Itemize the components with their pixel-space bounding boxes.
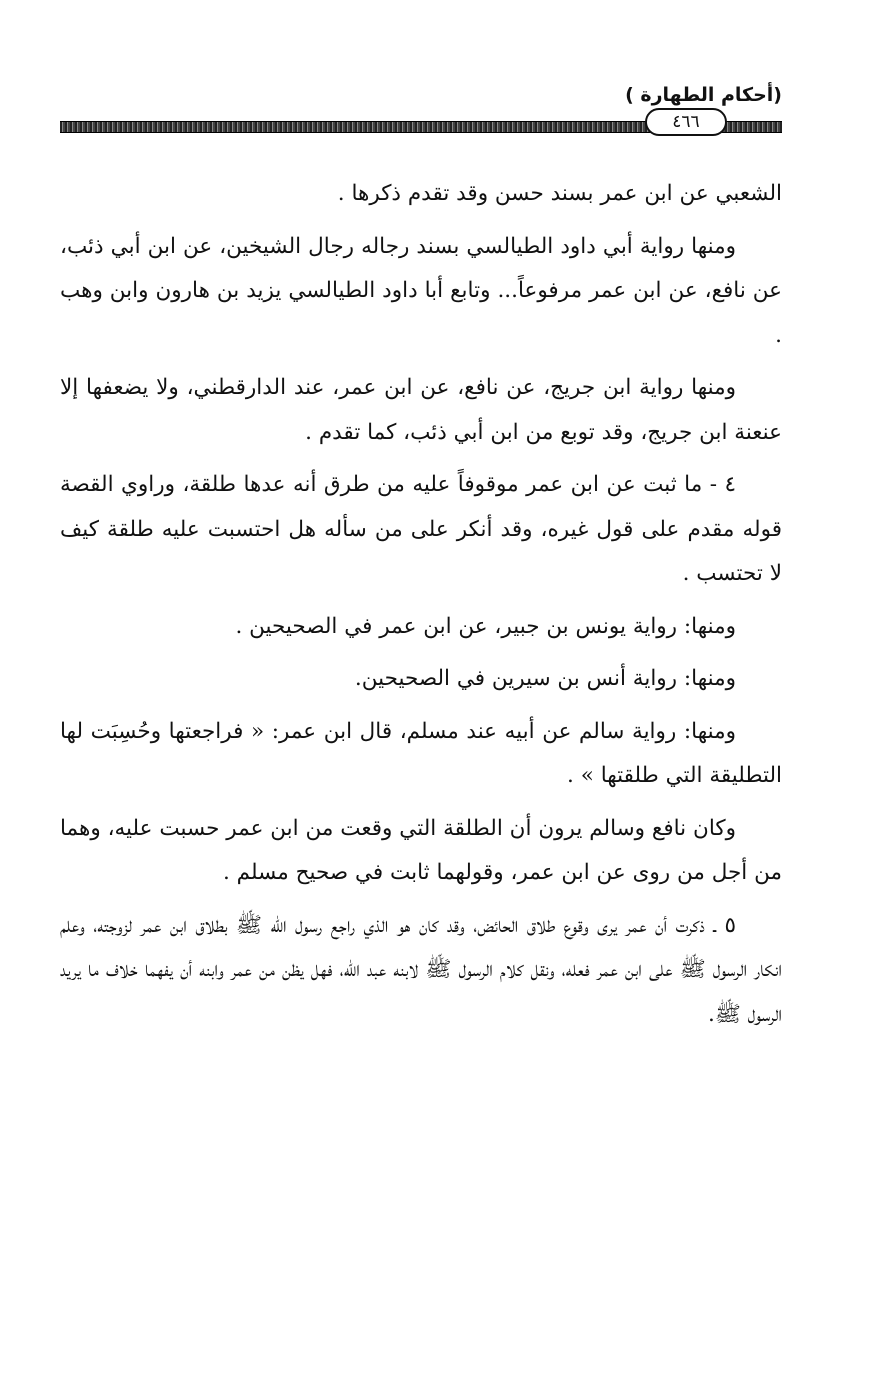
- paragraph: ومنها: رواية أنس بن سيرين في الصحيحين.: [354, 666, 736, 691]
- paragraph: ومنها: رواية سالم عن أبيه عند مسلم، قال ابن عمر: « فراجعتها وحُسِبَت لها التطليقة التي طلقتها » .: [60, 718, 782, 788]
- running-title: (أحكام الطهارة ): [625, 84, 782, 106]
- page-header: [60, 78, 782, 138]
- paragraph: ومنها رواية أبي داود الطيالسي بسند رجاله رجال الشيخين، عن ابن أبي ذئب، عن نافع، عن ابن عمر مرفوعاً... وتابع أبا داود الطيالسي يزيد بن هارون وابن وهب .: [60, 233, 782, 348]
- paragraph: وكان نافع وسالم يرون أن الطلقة التي وقعت من ابن عمر حسبت عليه، وهما من أجل من روى عن ابن عمر، وقولهما ثابت في صحيح مسلم .: [60, 815, 782, 885]
- paragraph: ٥ ـ ذكرت أن عمر يرى وقوع طلاق الحائض، وقد كان هو الذي راجع رسول الله ﷺ بطلاق ابن عمر لزوجته، وعلم انكار الرسول ﷺ على ابن عمر فعله، ونقل كلام الرسول ﷺ لابنه عبد الله، فهل يظن من عمر وابنه أن يفهما خلاف ما يريد الرسول ﷺ.: [60, 912, 782, 1027]
- paragraph: ومنها: رواية يونس بن جبير، عن ابن عمر في الصحيحين .: [235, 613, 736, 639]
- paragraph: ٤ - ما ثبت عن ابن عمر موقوفاً عليه من طرق أنه عدها طلقة، وراوي القصة قوله مقدم على قول غيره، وقد أنكر على من سأله هل احتسبت عليه طلقة كيف لا تحتسب .: [60, 472, 782, 586]
- page-number: ٤٦٦: [645, 108, 727, 136]
- paragraph: ومنها رواية ابن جريج، عن نافع، عن ابن عمر، عند الدارقطني، ولا يضعفها إلا عنعنة ابن جريج، وقد توبع من ابن أبي ذئب، كما تقدم .: [60, 375, 782, 445]
- body-text: [60, 172, 782, 1045]
- paragraph: الشعبي عن ابن عمر بسند حسن وقد تقدم ذكرها .: [337, 181, 782, 206]
